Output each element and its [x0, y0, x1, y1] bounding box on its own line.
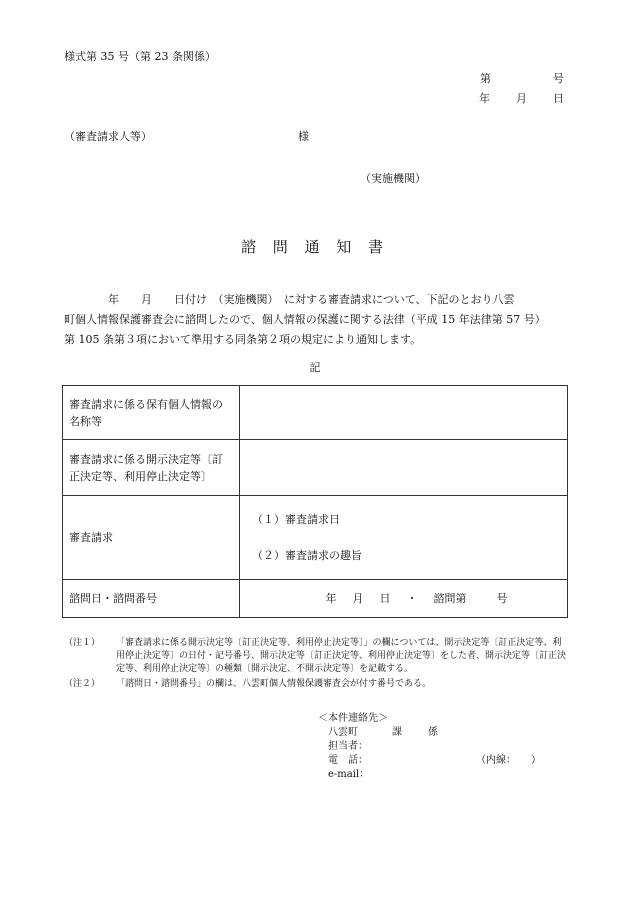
inquiry-separator: ・: [406, 592, 418, 605]
body-line: 第 105 条第３項において準用する同条第２項の規定により通知します。: [64, 333, 422, 346]
contact-town: 八雲町: [328, 727, 358, 738]
details-table: [62, 385, 568, 618]
ki-heading: 記: [309, 361, 321, 374]
note-item: [64, 637, 570, 676]
table-value-cell: [240, 496, 568, 580]
contact-extension: （内線： ）: [476, 755, 541, 766]
request-purpose-item: （２）審査請求の趣旨: [252, 548, 362, 562]
table-label-cell: 審査請求: [63, 496, 240, 580]
date-year: 年: [479, 92, 490, 105]
table-value-cell: [240, 386, 568, 440]
body-paragraph: [64, 290, 570, 350]
table-row: [63, 440, 568, 496]
contact-heading: ＜本件連絡先＞: [318, 713, 388, 724]
body-line: 町個人情報保護審査会に諮問したので、個人情報の保護に関する法律（平成 15 年法律第 57 号）: [64, 313, 546, 326]
date-month: 月: [516, 92, 527, 105]
note-text: 「諮問日・諮問番号」の欄は、八雲町個人情報保護審査会が付す番号である。: [116, 679, 432, 689]
note-text: 「審査請求に係る開示決定等〔訂正決定等、利用停止決定等〕」の欄については、開示決定等〔訂正決定等、利用停止決定等〕の日付・記号番号、開示決定等〔訂正決定等、利用停止決定等〕をした者、開示決定等〔訂正決定等、利用停止決定等〕の種類〔開示決定、不開示決定等〕を記載する。: [116, 638, 567, 674]
inquiry-day: 日: [379, 592, 391, 605]
contact-ka: 課: [392, 727, 402, 738]
table-row: [63, 580, 568, 618]
note-label: （注２）: [64, 679, 101, 689]
body-line: 年 月 日付け （実施機関） に対する審査請求について、下記のとおり八雲: [64, 293, 515, 306]
document-title: 諮 問 通 知 書: [240, 238, 390, 256]
honorific-label: 様: [298, 130, 309, 143]
document-date-line: [479, 92, 564, 106]
notes-section: [64, 637, 570, 693]
table-label-cell: 審査請求に係る保有個人情報の名称等: [63, 386, 240, 440]
table-row: [63, 496, 568, 580]
date-day: 日: [553, 92, 564, 105]
form-number-label: 様式第 35 号（第 23 条関係）: [64, 50, 216, 63]
table-row: [63, 386, 568, 440]
note-label: （注１）: [64, 638, 101, 648]
contact-person: 担当者：: [328, 741, 368, 752]
contact-department: [318, 726, 541, 740]
table-label-cell: 諮問日・諮問番号: [63, 580, 240, 618]
table-label-cell: 審査請求に係る開示決定等〔訂正決定等、利用停止決定等〕: [63, 440, 240, 496]
contact-phone-line: [318, 754, 541, 768]
inquiry-number-suffix: 号: [496, 592, 508, 605]
contact-email: e-mail：: [328, 769, 370, 780]
inquiry-schedule-cell: [240, 580, 568, 618]
contact-kakari: 係: [428, 727, 438, 738]
requester-label: （審査請求人等）: [64, 130, 152, 143]
note-item: [64, 678, 570, 691]
inquiry-number-prefix: 諮問第: [433, 592, 467, 605]
number-suffix: 号: [553, 72, 564, 85]
inquiry-month: 月: [352, 592, 364, 605]
table-value-cell: [240, 440, 568, 496]
inquiry-year: 年: [325, 592, 337, 605]
number-prefix: 第: [480, 72, 491, 85]
document-number-line: [480, 72, 564, 86]
request-date-item: （１）審査請求日: [252, 512, 340, 526]
contact-block: [318, 712, 541, 782]
agency-label: （実施機関）: [360, 172, 426, 185]
contact-phone: 電 話：: [328, 755, 368, 766]
